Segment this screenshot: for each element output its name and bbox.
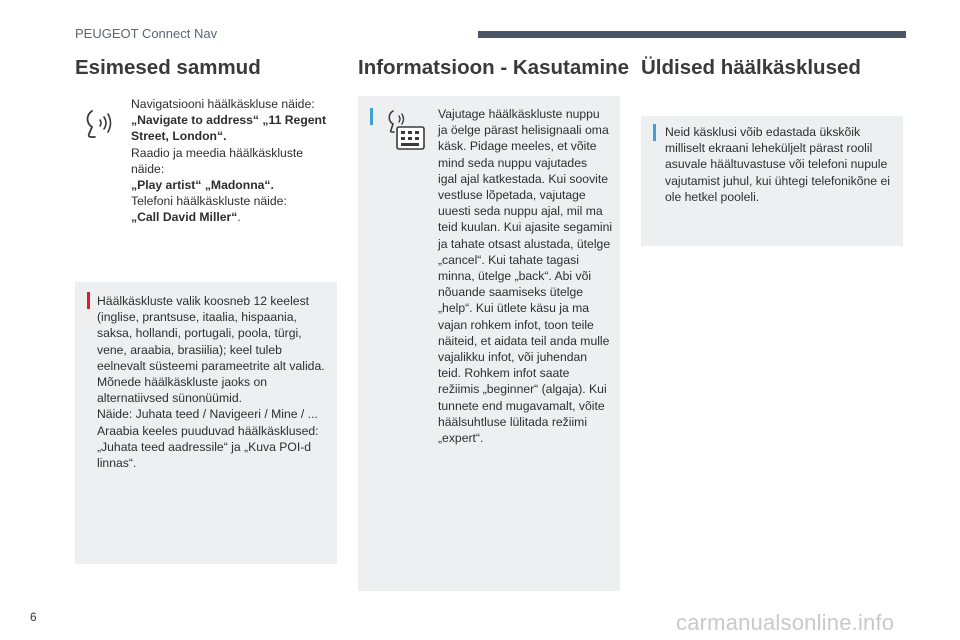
general-line: milliselt ekraani leheküljelt pärast roolil — [665, 141, 873, 156]
col1-title: Esimesed sammud — [75, 56, 261, 79]
warning-line: eelnevalt süsteemi parameetrite alt valida. — [97, 358, 325, 373]
usage-line: „cancel“. Kui tahate tagasi — [438, 252, 579, 267]
intro-line — [131, 209, 341, 225]
intro-bold-text: „Call David Miller“ — [131, 210, 238, 225]
col2-title: Informatsioon - Kasutamine — [358, 56, 630, 79]
usage-line: „expert“. — [438, 431, 484, 446]
usage-line: nõuande saamiseks ütelge — [438, 285, 583, 300]
warning-line: (inglise, prantsuse, itaalia, hispaania, — [97, 310, 297, 325]
usage-line: Vajutage häälkäskluste nuppu — [438, 107, 600, 121]
warning-line: alternatiivsed sünonüümid. — [97, 391, 242, 406]
general-line: vajutamist juhul, kui ühtegi telefonikõne ei — [665, 173, 890, 188]
warning-line: „Juhata teed aadressile“ ja „Kuva POI-d — [97, 439, 312, 454]
usage-line: ja öelge pärast helisignaali oma — [438, 123, 609, 138]
col3-title: Üldised häälkäsklused — [641, 56, 861, 79]
usage-text — [438, 106, 618, 446]
general-line: ole hetkel pooleli. — [665, 189, 760, 204]
usage-line: vestluse lõpetada, vajutage — [438, 188, 586, 203]
warning-line: vene, araabia, brasiilia); keel tuleb — [97, 342, 282, 357]
intro-line: „Play artist“ „Madonna“. — [131, 178, 274, 193]
usage-line: „help“. Kui ütlete käsu ja ma — [438, 301, 590, 316]
warning-line: Araabia keeles puuduvad häälkäsklused: — [97, 423, 319, 438]
usage-line: režiimis „beginner“ (algaja). Kui — [438, 382, 607, 397]
watermark: carmanualsonline.info — [676, 610, 895, 635]
usage-line: teid. Rohkem infot saate — [438, 366, 570, 381]
intro-tail-text: . — [237, 210, 241, 225]
warning-line: saksa, hollandi, portugali, poola, türgi, — [97, 326, 302, 341]
usage-line: uuesti seda nuppu ajal, mil ma — [438, 204, 603, 219]
intro-line: näide: — [131, 161, 165, 176]
usage-line: tunnete end mugavamalt, võite — [438, 398, 605, 413]
info-mark — [370, 108, 373, 125]
warning-line: linnas“. — [97, 456, 137, 471]
warning-line: Näide: Juhata teed / Navigeeri / Mine / ... — [97, 407, 318, 422]
usage-line: häälsuhtluse lülitada režiimi — [438, 414, 588, 429]
general-line: asuvale häältuvastuse või telefoni nupule — [665, 157, 888, 172]
col1-intro — [131, 96, 341, 226]
usage-line: vajalikku infot, või juhendan — [438, 350, 588, 365]
warning-line: Häälkäskluste valik koosneb 12 keelest — [97, 294, 310, 308]
usage-line: minna, ütelge „back“. Abi või — [438, 269, 592, 284]
warning-text — [97, 293, 337, 471]
general-text — [665, 124, 897, 205]
intro-line: Navigatsiooni häälkäskluse näide: — [131, 97, 315, 111]
header-title: PEUGEOT Connect Nav — [75, 26, 218, 41]
header-bar — [478, 31, 906, 38]
usage-line: käsk. Pidage meeles, et võite — [438, 139, 597, 154]
warning-mark — [87, 292, 90, 309]
usage-line: vajan rohkem infot, toon teile — [438, 317, 594, 332]
intro-line: Telefoni häälkäskluste näide: — [131, 194, 287, 209]
intro-line: „Navigate to address“ „11 Regent — [131, 113, 327, 128]
voice-command-icon — [80, 108, 114, 142]
usage-line: mind seda nuppu vajutades — [438, 155, 588, 170]
usage-line: igal ajal katkestada. Kui soovite — [438, 171, 609, 186]
intro-line: Raadio ja meedia häälkäskluste — [131, 145, 304, 160]
usage-line: ja tahate otsast alustada, ütelge — [438, 236, 611, 251]
info-mark — [653, 124, 656, 141]
intro-line: Street, London“. — [131, 129, 227, 144]
general-line: Neid käsklusi võib edastada ükskõik — [665, 125, 861, 139]
usage-line: näiteid, et aidata teil anda mulle — [438, 333, 610, 348]
usage-line: teid kuulan. Kui ajasite segamini — [438, 220, 613, 235]
warning-line: Mõnede häälkäskluste jaoks on — [97, 375, 268, 390]
page-number: 6 — [30, 610, 37, 624]
voice-keypad-icon — [383, 107, 427, 151]
